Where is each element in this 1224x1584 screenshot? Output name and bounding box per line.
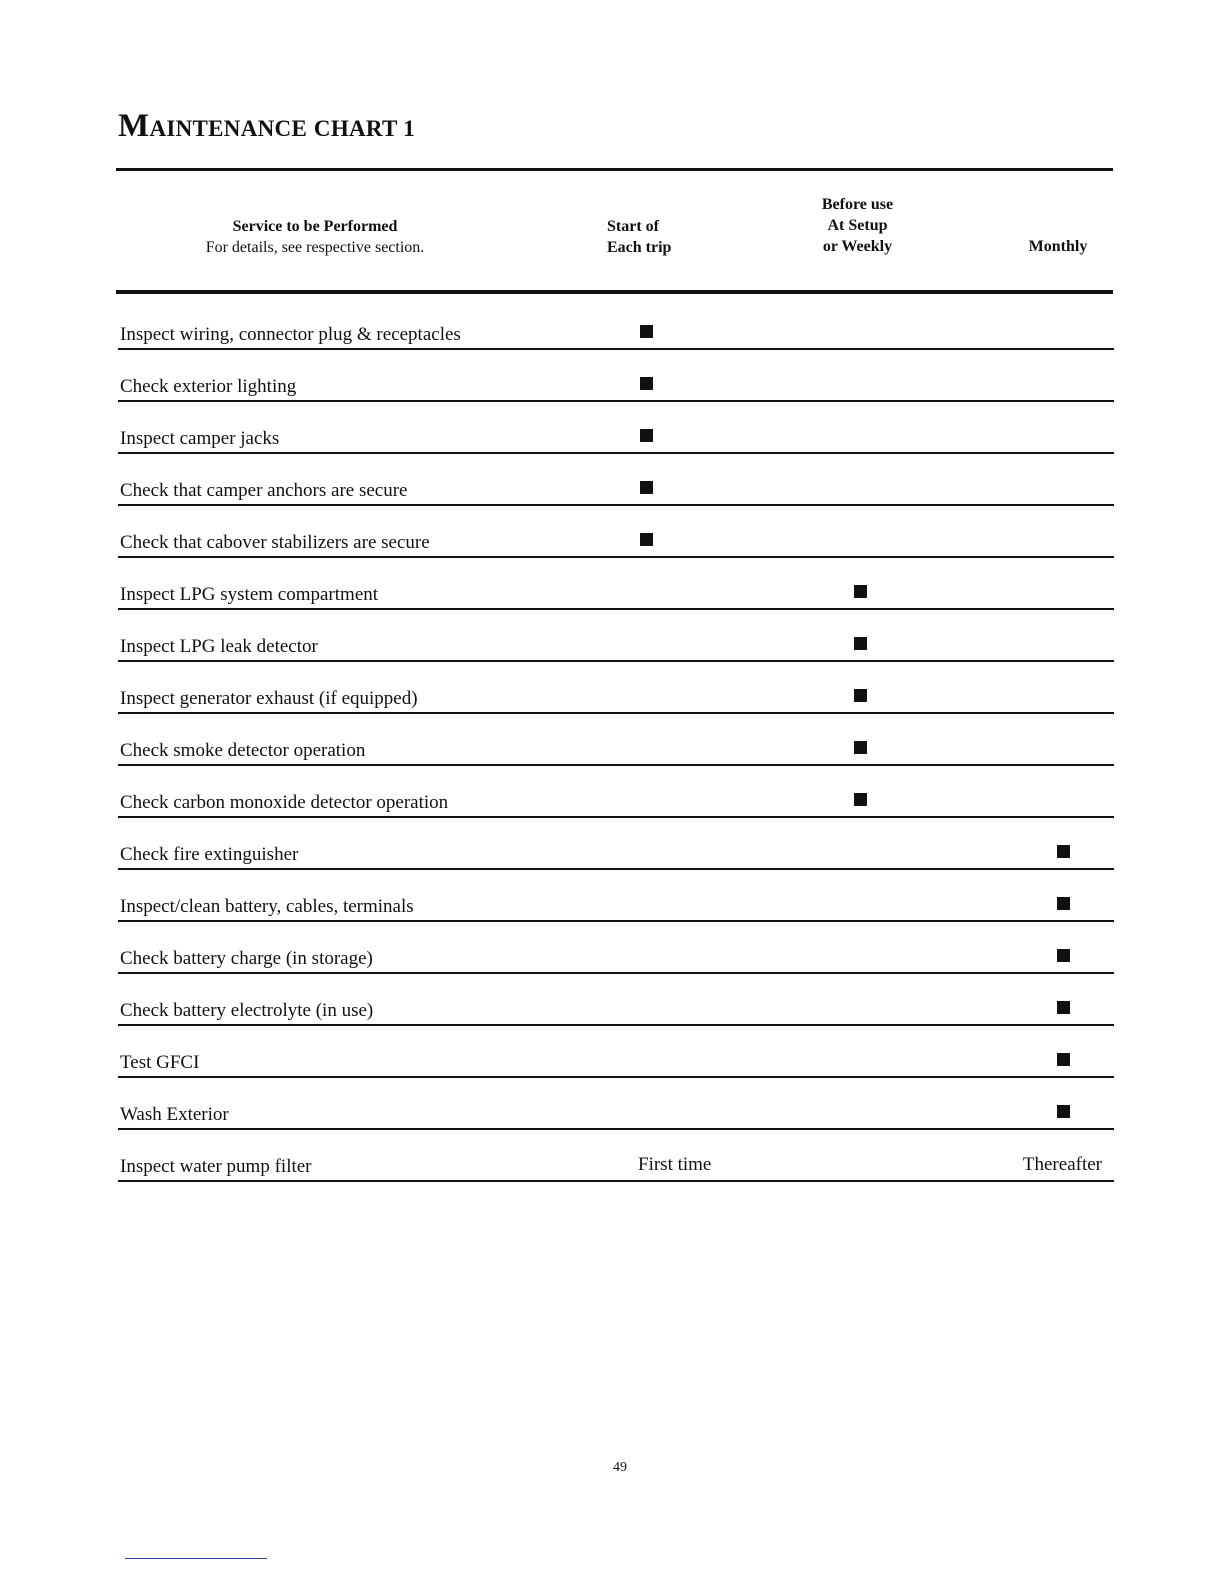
page-title bbox=[118, 108, 415, 145]
service-label: Inspect LPG system compartment bbox=[120, 584, 379, 605]
table-row bbox=[118, 506, 1114, 558]
header-before-line3: or Weekly bbox=[822, 238, 893, 255]
top-rule bbox=[116, 168, 1113, 171]
footer-line bbox=[125, 1558, 267, 1559]
schedule-mark-icon bbox=[1057, 949, 1070, 962]
header-start-of-trip bbox=[607, 216, 671, 258]
service-label: Inspect/clean battery, cables, terminals bbox=[120, 896, 414, 917]
header-service bbox=[160, 216, 470, 258]
table-row bbox=[118, 402, 1114, 454]
service-label: Inspect wiring, connector plug & receptacles bbox=[120, 324, 461, 345]
table-row bbox=[118, 298, 1114, 350]
row-divider bbox=[118, 1180, 1114, 1182]
title-suffix: CHART 1 bbox=[313, 116, 416, 141]
service-label: Inspect camper jacks bbox=[120, 428, 280, 449]
schedule-mark-icon bbox=[854, 637, 867, 650]
page-number: 49 bbox=[613, 1460, 627, 1475]
schedule-mark-icon bbox=[640, 481, 653, 494]
table-row bbox=[118, 1130, 1114, 1182]
header-before-use bbox=[800, 194, 915, 257]
table-row bbox=[118, 766, 1114, 818]
table-row bbox=[118, 662, 1114, 714]
service-label: Inspect LPG leak detector bbox=[120, 636, 318, 657]
schedule-mark-icon bbox=[854, 689, 867, 702]
table-row bbox=[118, 1078, 1114, 1130]
header-start-line2: Each trip bbox=[607, 239, 672, 256]
schedule-mark-icon bbox=[640, 325, 653, 338]
schedule-mark-icon bbox=[854, 793, 867, 806]
table-row bbox=[118, 922, 1114, 974]
table-row bbox=[118, 558, 1114, 610]
service-label: Check battery electrolyte (in use) bbox=[120, 1000, 374, 1021]
header-before-line1: Before use bbox=[821, 196, 894, 213]
service-label: Check smoke detector operation bbox=[120, 740, 366, 761]
first-time-note: First time bbox=[638, 1154, 712, 1175]
table-row bbox=[118, 818, 1114, 870]
schedule-mark-icon bbox=[1057, 845, 1070, 858]
service-label: Wash Exterior bbox=[120, 1104, 229, 1125]
header-before-line2: At Setup bbox=[827, 217, 888, 234]
header-service-title: Service to be Performed bbox=[232, 218, 398, 235]
schedule-mark-icon bbox=[640, 429, 653, 442]
table-row bbox=[118, 870, 1114, 922]
schedule-mark-icon bbox=[1057, 1053, 1070, 1066]
schedule-mark-icon bbox=[640, 533, 653, 546]
header-start-line1: Start of bbox=[607, 218, 659, 235]
service-label: Check fire extinguisher bbox=[120, 844, 299, 865]
schedule-mark-icon bbox=[1057, 1105, 1070, 1118]
service-label: Inspect water pump filter bbox=[120, 1156, 312, 1177]
table-row bbox=[118, 610, 1114, 662]
service-label: Test GFCI bbox=[120, 1052, 200, 1073]
table-row bbox=[118, 714, 1114, 766]
title-first-letter: M bbox=[118, 108, 150, 144]
schedule-mark-icon bbox=[1057, 1001, 1070, 1014]
service-label: Check that cabover stabilizers are secure bbox=[120, 532, 430, 553]
service-label: Check that camper anchors are secure bbox=[120, 480, 408, 501]
service-label: Check exterior lighting bbox=[120, 376, 297, 397]
schedule-mark-icon bbox=[854, 585, 867, 598]
header-monthly: Monthly bbox=[1028, 238, 1088, 255]
schedule-mark-icon bbox=[640, 377, 653, 390]
service-label: Check battery charge (in storage) bbox=[120, 948, 373, 969]
header-service-subtitle: For details, see respective section. bbox=[205, 239, 425, 256]
table-row bbox=[118, 974, 1114, 1026]
schedule-mark-icon bbox=[854, 741, 867, 754]
table-row bbox=[118, 1026, 1114, 1078]
table-row bbox=[118, 454, 1114, 506]
service-label: Inspect generator exhaust (if equipped) bbox=[120, 688, 418, 709]
header-rule bbox=[116, 290, 1113, 294]
thereafter-note: Thereafter bbox=[1022, 1154, 1102, 1175]
schedule-mark-icon bbox=[1057, 897, 1070, 910]
table-row bbox=[118, 350, 1114, 402]
title-rest: AINTENANCE bbox=[149, 116, 308, 141]
service-label: Check carbon monoxide detector operation bbox=[120, 792, 449, 813]
